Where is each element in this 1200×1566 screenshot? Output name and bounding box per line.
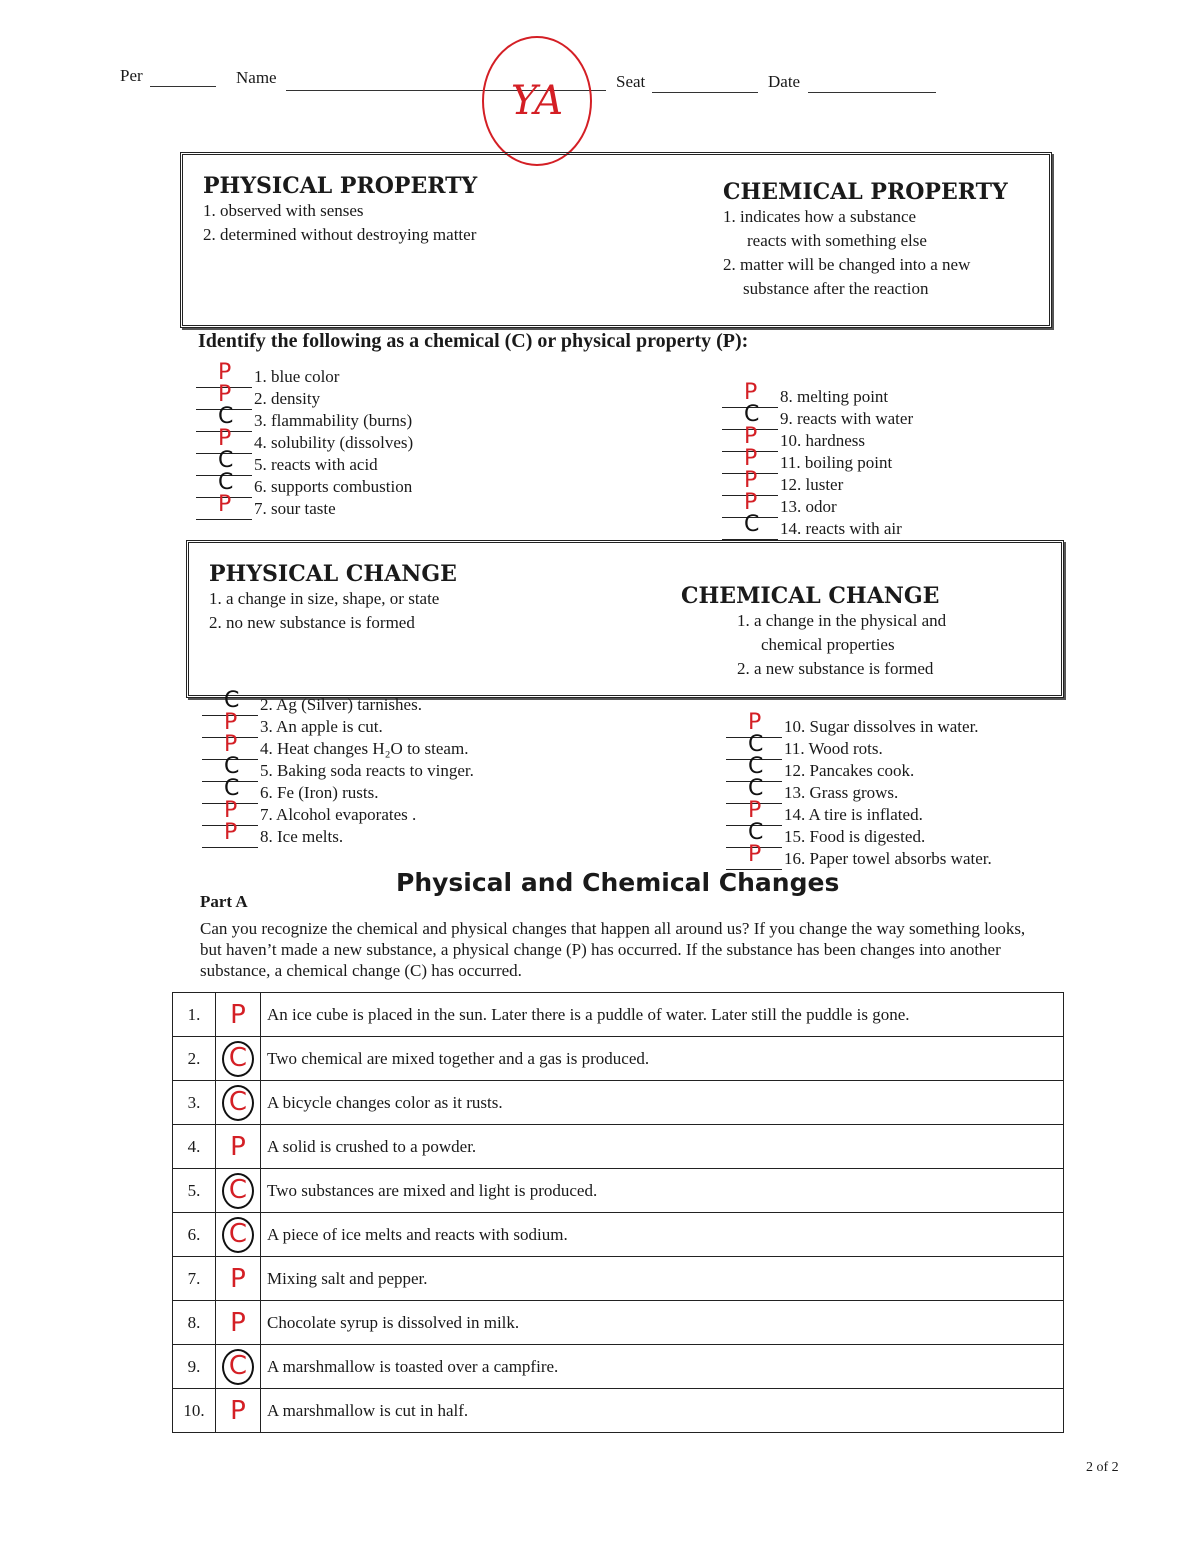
answer-mark: P: [224, 820, 238, 845]
answer-mark: C: [748, 776, 764, 801]
answer-mark: P: [218, 360, 232, 385]
list-item: [726, 710, 979, 738]
list-item: [202, 754, 474, 782]
list-item: [202, 732, 469, 760]
item-text: 5. reacts with acid: [254, 455, 378, 474]
answer-cell[interactable]: [216, 1257, 261, 1301]
item-text: 7. sour taste: [254, 499, 336, 518]
item-text: 13. Grass grows.: [784, 783, 899, 802]
row-text: Two substances are mixed and light is produced.: [261, 1169, 1064, 1213]
item-text: 12. luster: [780, 475, 844, 494]
row-text: An ice cube is placed in the sun. Later there is a puddle of water. Later still the puddle is gone.: [261, 993, 1064, 1037]
list-item: [196, 382, 321, 410]
item-text: 4. Heat changes H₂O to steam.: [260, 739, 469, 758]
table-row: [173, 1389, 1064, 1433]
answer-mark: C: [218, 448, 234, 473]
row-text: Mixing salt and pepper.: [261, 1257, 1064, 1301]
row-number: 6.: [173, 1213, 216, 1257]
answer-mark: C: [748, 820, 764, 845]
answer-mark: P: [744, 380, 758, 405]
seat-field: [652, 92, 758, 93]
item-text: 9. reacts with water: [780, 409, 914, 428]
answer-cell[interactable]: [216, 1169, 261, 1213]
row-number: 5.: [173, 1169, 216, 1213]
row-number: 10.: [173, 1389, 216, 1433]
item-text: 11. Wood rots.: [784, 739, 883, 758]
row-text: Chocolate syrup is dissolved in milk.: [261, 1301, 1064, 1345]
answer-cell[interactable]: [216, 1037, 261, 1081]
answer-mark: C: [222, 1349, 254, 1385]
physical-change-line: 2. no new substance is formed: [209, 613, 415, 632]
answer-blank[interactable]: [722, 512, 778, 540]
seat-label: Seat: [616, 72, 646, 91]
answer-blank[interactable]: [196, 492, 252, 520]
chemical-property-line: substance after the reaction: [743, 279, 929, 298]
chemical-property-line: reacts with something else: [747, 231, 927, 250]
item-text: 6. supports combustion: [254, 477, 413, 496]
answer-mark: P: [230, 999, 246, 1030]
answer-mark: P: [230, 1307, 246, 1338]
answer-mark: C: [748, 732, 764, 757]
table-row: [173, 1125, 1064, 1169]
answer-mark: P: [230, 1263, 246, 1294]
physical-change-title: PHYSICAL CHANGE: [209, 561, 457, 587]
item-text: 5. Baking soda reacts to vinger.: [260, 761, 474, 780]
physical-property-line: 1. observed with senses: [203, 201, 364, 220]
item-text: 2. Ag (Silver) tarnishes.: [260, 695, 422, 714]
answer-mark: C: [222, 1041, 254, 1077]
physical-change-line: 1. a change in size, shape, or state: [209, 589, 440, 608]
row-number: 9.: [173, 1345, 216, 1389]
answer-mark: C: [222, 1085, 254, 1121]
answer-mark: P: [748, 842, 762, 867]
table-row: [173, 1169, 1064, 1213]
item-text: 13. odor: [780, 497, 837, 516]
item-text: 1. blue color: [254, 367, 340, 386]
table-row: [173, 993, 1064, 1037]
answer-mark: C: [224, 688, 240, 713]
table-row: [173, 1345, 1064, 1389]
table-row: [173, 1257, 1064, 1301]
answer-cell[interactable]: [216, 1301, 261, 1345]
page-number: 2 of 2: [1086, 1460, 1119, 1475]
chemical-property-block: [723, 179, 1008, 301]
list-item: [722, 512, 902, 540]
answer-mark: P: [218, 492, 232, 517]
answer-mark: P: [218, 382, 232, 407]
answer-mark: C: [218, 470, 234, 495]
item-text: 10. Sugar dissolves in water.: [784, 717, 979, 736]
answer-mark: P: [744, 446, 758, 471]
item-text: 16. Paper towel absorbs water.: [784, 849, 992, 868]
answer-blank[interactable]: [202, 820, 258, 848]
chemical-change-line: 2. a new substance is formed: [737, 659, 934, 678]
chemical-change-line: 1. a change in the physical and: [737, 611, 947, 630]
row-text: Two chemical are mixed together and a gas is produced.: [261, 1037, 1064, 1081]
physical-property-title: PHYSICAL PROPERTY: [203, 173, 478, 199]
item-text: 8. melting point: [780, 387, 889, 406]
physical-property-block: [203, 173, 477, 247]
part-a-title: Physical and Chemical Changes: [396, 868, 840, 897]
answer-mark: P: [230, 1131, 246, 1162]
item-text: 7. Alcohol evaporates .: [260, 805, 417, 824]
answer-mark: C: [744, 512, 760, 537]
physical-change-block: [209, 561, 457, 635]
answer-mark: C: [744, 402, 760, 427]
item-text: 3. flammability (burns): [254, 411, 413, 430]
answer-mark: C: [224, 776, 240, 801]
row-number: 4.: [173, 1125, 216, 1169]
row-number: 1.: [173, 993, 216, 1037]
row-number: 3.: [173, 1081, 216, 1125]
answer-cell[interactable]: [216, 1389, 261, 1433]
part-a-intro: Can you recognize the chemical and physical changes that happen all around us? If you change the way something looks, but haven’t made a new substance, a physical change (P) has occurred. If the substance has been changes into another substance, a chemical change (C) has occurred.: [200, 919, 1026, 980]
answer-mark: P: [224, 798, 238, 823]
row-number: 8.: [173, 1301, 216, 1345]
per-field: [150, 86, 216, 87]
initials-stamp: YA: [482, 36, 592, 166]
row-text: A solid is crushed to a powder.: [261, 1125, 1064, 1169]
answer-mark: C: [222, 1217, 254, 1253]
answer-mark: C: [748, 754, 764, 779]
chemical-change-line: chemical properties: [761, 635, 895, 654]
name-label: Name: [236, 68, 277, 87]
physical-property-line: 2. determined without destroying matter: [203, 225, 477, 244]
answer-cell[interactable]: [216, 1081, 261, 1125]
date-field: [808, 92, 936, 93]
answer-mark: P: [744, 468, 758, 493]
row-text: A bicycle changes color as it rusts.: [261, 1081, 1064, 1125]
answer-mark: C: [218, 404, 234, 429]
chemical-change-block: [681, 583, 946, 681]
list-item: [202, 820, 344, 848]
item-text: 15. Food is digested.: [784, 827, 926, 846]
row-text: A piece of ice melts and reacts with sodium.: [261, 1213, 1064, 1257]
chemical-property-line: 1. indicates how a substance: [723, 207, 917, 226]
answer-mark: P: [230, 1395, 246, 1426]
list-item: [196, 492, 336, 520]
table-row: [173, 1037, 1064, 1081]
item-text: 3. An apple is cut.: [260, 717, 383, 736]
list-item: [722, 490, 837, 518]
chemical-change-title: CHEMICAL CHANGE: [681, 583, 940, 609]
changes-table: [172, 992, 1064, 1433]
property-question-title: Identify the following as a chemical (C) or physical property (P):: [198, 330, 749, 352]
answer-cell[interactable]: [216, 1213, 261, 1257]
item-text: 10. hardness: [780, 431, 865, 450]
table-row: [173, 1213, 1064, 1257]
answer-mark: C: [224, 754, 240, 779]
item-text: 4. solubility (dissolves): [254, 433, 414, 452]
answer-cell[interactable]: [216, 993, 261, 1037]
answer-mark: P: [748, 710, 762, 735]
part-a-label: Part A: [200, 892, 248, 911]
chemical-property-title: CHEMICAL PROPERTY: [723, 179, 1008, 205]
table-row: [173, 1301, 1064, 1345]
row-text: A marshmallow is cut in half.: [261, 1389, 1064, 1433]
row-number: 2.: [173, 1037, 216, 1081]
list-item: [726, 842, 992, 870]
answer-mark: P: [224, 710, 238, 735]
date-label: Date: [768, 72, 801, 91]
answer-cell[interactable]: [216, 1125, 261, 1169]
answer-mark: P: [224, 732, 238, 757]
answer-mark: P: [744, 424, 758, 449]
answer-mark: P: [748, 798, 762, 823]
answer-mark: P: [744, 490, 758, 515]
change-definitions-box: [186, 540, 1064, 698]
property-definitions-box: [180, 152, 1052, 328]
item-text: 11. boiling point: [780, 453, 893, 472]
list-item: [722, 468, 844, 496]
item-text: 8. Ice melts.: [260, 827, 344, 846]
answer-cell[interactable]: [216, 1345, 261, 1389]
answer-mark: P: [218, 426, 232, 451]
row-text: A marshmallow is toasted over a campfire.: [261, 1345, 1064, 1389]
item-text: 14. A tire is inflated.: [784, 805, 923, 824]
item-text: 12. Pancakes cook.: [784, 761, 915, 780]
item-text: 14. reacts with air: [780, 519, 902, 538]
row-number: 7.: [173, 1257, 216, 1301]
answer-mark: C: [222, 1173, 254, 1209]
chemical-property-line: 2. matter will be changed into a new: [723, 255, 971, 274]
item-text: 2. density: [254, 389, 321, 408]
per-label: Per: [120, 66, 143, 85]
table-row: [173, 1081, 1064, 1125]
item-text: 6. Fe (Iron) rusts.: [260, 783, 379, 802]
